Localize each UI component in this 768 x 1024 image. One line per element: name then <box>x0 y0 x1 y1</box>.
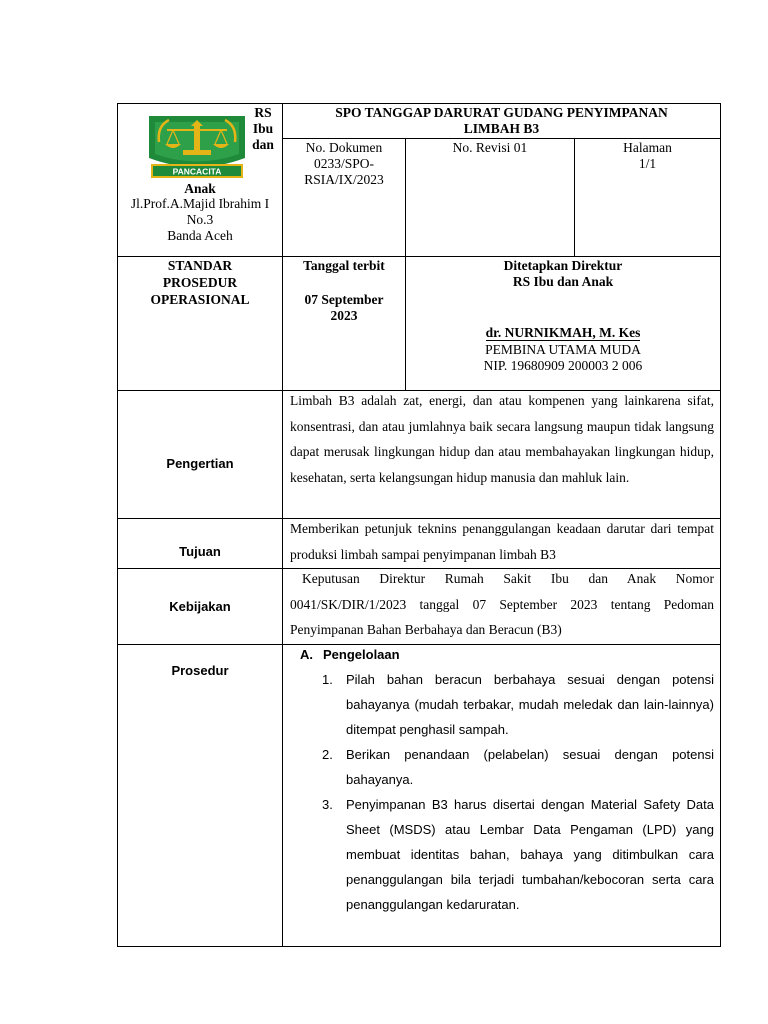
page-value: 1/1 <box>638 156 657 171</box>
step-text: Berikan penandaan (pelabelan) sesuai dengan potensi bahayanya. <box>346 747 714 787</box>
table-rule-kebijakan <box>117 644 721 645</box>
step-number: 1. <box>322 672 333 687</box>
director-name-row <box>406 324 720 341</box>
subsection-title: Pengelolaan <box>323 647 400 662</box>
table-border-right <box>720 103 721 947</box>
director-nip: NIP. 19680909 200003 2 006 <box>483 358 643 373</box>
address-city: Banda Aceh <box>167 228 233 243</box>
kebijakan-text: Keputusan Direktur Rumah Sakit Ibu dan Anak Nomor 0041/SK/DIR/1/2023 tanggal 07 September 2023 tentang Pedoman Penyimpanan Bahan Berbahaya dan Beracun (B3) <box>290 571 714 637</box>
issued-date-value-line-2: 2023 <box>330 308 358 323</box>
sop-label-line-2: PROSEDUR <box>162 275 238 290</box>
pengertian-label: Pengertian <box>166 456 234 471</box>
doc-number-label: No. Dokumen <box>305 140 383 155</box>
document-title-line-2: LIMBAH B3 <box>463 121 540 136</box>
procedure-step <box>322 667 714 742</box>
approved-by-line-2: RS Ibu dan Anak <box>512 274 614 289</box>
address-line-2: No.3 <box>186 212 214 227</box>
director-name: dr. NURNIKMAH, M. Kes <box>485 325 641 340</box>
issued-date-label: Tanggal terbit <box>303 258 385 273</box>
org-name-line-2: Ibu <box>252 121 274 136</box>
issued-date-value-line-1: 07 September <box>304 292 384 307</box>
address-line-1: Jl.Prof.A.Majid Ibrahim I <box>130 196 270 211</box>
table-border-bottom <box>117 946 721 947</box>
procedure-step <box>322 742 714 792</box>
procedure-step <box>322 792 714 917</box>
procedure-steps <box>322 667 714 917</box>
sop-label-line-3: OPERASIONAL <box>150 292 250 307</box>
step-number: 3. <box>322 797 333 812</box>
kebijakan-label: Kebijakan <box>169 599 231 614</box>
step-number: 2. <box>322 747 333 762</box>
sop-label-line-1: STANDAR <box>167 258 233 273</box>
org-name-line-3: dan <box>252 137 274 152</box>
doc-number-value-line-2: RSIA/IX/2023 <box>304 172 384 187</box>
table-col-divider <box>282 103 283 947</box>
org-name-line-1: RS <box>254 105 272 120</box>
subsection-marker: A. <box>300 647 313 662</box>
director-rank: PEMBINA UTAMA MUDA <box>485 342 641 357</box>
prosedur-label: Prosedur <box>171 663 229 678</box>
step-text: Penyimpanan B3 harus disertai dengan Material Safety Data Sheet (MSDS) atau Lembar Data Pengaman (LPD) yang membuat identitas bahan, bahaya yang ditimbulkan cara penanggulangan bila terjadi tumbahan/kebocoran serta cara penanggulangan kedaruratan. <box>346 797 714 912</box>
step-text: Pilah bahan beracun berbahaya sesuai dengan potensi bahayanya (mudah terbakar, mudah meledak dan lain-lainnya) ditempat penghasil sampah. <box>346 672 714 737</box>
pengertian-text: Limbah B3 adalah zat, energi, dan atau kompenen yang lainkarena sifat, konsentrasi, dan atau jumlahnya baik secara langsung maupun tidak langsung dapat merusak lingkungan hidup dan atau membahayakan lingkungan hidup, kesehatan, serta kelangsungan hidup manusia dan mahluk lain. <box>290 393 714 485</box>
revision-number: No. Revisi 01 <box>452 140 528 155</box>
approved-by-line-1: Ditetapkan Direktur <box>503 258 623 273</box>
pancacita-emblem-icon <box>145 112 249 182</box>
page-label: Halaman <box>623 140 672 155</box>
svg-text:PANCACITA: PANCACITA <box>172 166 222 177</box>
hospital-logo <box>145 112 249 182</box>
tujuan-label: Tujuan <box>179 544 221 559</box>
doc-number-value-line-1: 0233/SPO- <box>313 156 374 171</box>
tujuan-text: Memberikan petunjuk teknins penanggulangan keadaan darutar dari tempat produksi limbah sampai penyimpanan limbah B3 <box>290 521 714 562</box>
document-title-line-1: SPO TANGGAP DARURAT GUDANG PENYIMPANAN <box>335 105 668 120</box>
org-name-line-4: Anak <box>184 181 216 196</box>
